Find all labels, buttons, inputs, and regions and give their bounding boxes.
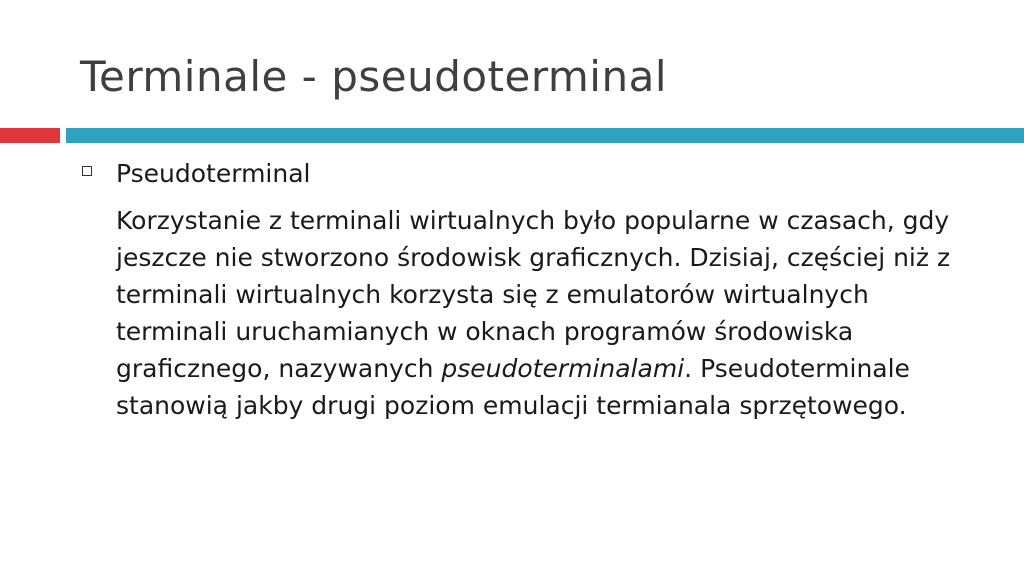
paragraph-text-end: . Pseudoterminale stanowią jakby drugi poziom emulacji termianala sprzętowego.	[116, 354, 910, 420]
paragraph-italic-term: pseudoterminalami	[441, 354, 685, 383]
bullet-paragraph	[116, 202, 966, 424]
hollow-square-bullet-icon	[82, 166, 92, 176]
paragraph-text-start: Korzystanie z terminali wirtualnych było popularne w czasach, gdy jeszcze nie stworzono środowisk graficznych. Dzisiaj, częściej niż z terminali wirtualnych korzysta się z emulatorów wirtualnych terminali uruchamianych w oknach programów środowiska graficznego, nazywanych	[116, 206, 951, 383]
bullet-heading: Pseudoterminal	[116, 159, 311, 188]
accent-bar-blue	[66, 128, 1024, 143]
accent-bar-red	[0, 128, 60, 143]
slide-title: Terminale - pseudoterminal	[80, 52, 667, 101]
